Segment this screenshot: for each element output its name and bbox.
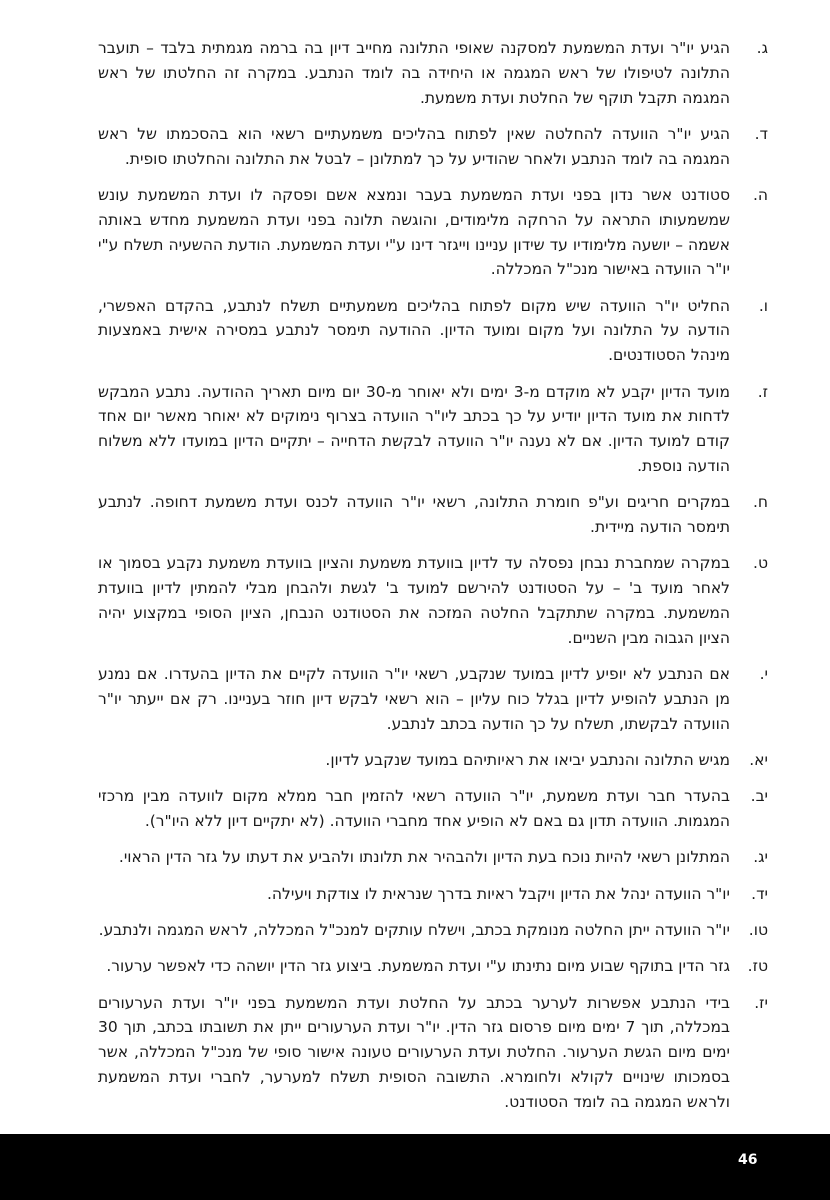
clause-tet-vav <box>98 918 768 943</box>
clause-marker: ח. <box>752 493 768 512</box>
clause-dalet <box>98 122 768 172</box>
clause-tet <box>98 551 768 650</box>
clause-text: החליט יו"ר הוועדה שיש מקום לפתוח בהליכים משמעתיים תשלח לנתבע, בהקדם האפשרי, הודעה על התלונה ועל מקום ומועד הדיון. ההודעה תימסר לנתבע במסירה אישית באמצעות מינהל הסטודנטים. <box>98 296 730 365</box>
clause-text: במקרה שמחברת נבחן נפסלה עד לדיון בוועדת משמעת והציון בוועדת משמעת נקבע בסמוך או לאחר מועד ב' – על הסטודנט להירשם למועד ב' לגשת ולהבחן מבלי להמתין לדיון בוועדת המשמעת. במקרה שתתקבל החלטה המזכה את הסטודנט הנבחן, הציון הסופי במקצוע יהיה הציון הגבוה מבין השניים. <box>98 554 730 647</box>
clause-marker: ג. <box>756 39 768 57</box>
clause-text: גזר הדין בתוקף שבוע מיום נתינתו ע"י ועדת המשמעת. ביצוע גזר הדין יושהה כדי לאפשר ערעור. <box>106 957 730 976</box>
clause-he <box>98 183 768 282</box>
clause-yod-alef <box>98 748 768 773</box>
clause-marker: ז. <box>757 382 768 401</box>
clause-text: אם הנתבע לא יופיע לדיון במועד שנקבע, רשאי יו"ר הוועדה לקיים את הדיון בהעדרו. אם נמנע מן הנתבע להופיע לדיון בגלל כוח עליון – הוא רשאי לבקש דיון חוזר בעניינו. רק אם ייעתר יו"ר הוועדה לבקשתו, תשלח על כך הודעה בכתב לנתבע. <box>98 665 730 733</box>
clause-text: מועד הדיון יקבע לא מוקדם מ-3 ימים ולא יאוחר מ-30 יום מיום תאריך ההודעה. נתבע המבקש לדחות את מועד הדיון יודיע על כך בכתב ליו"ר הוועדה בצרוף נימוקים לא יאוחר מאשר יום אחד קודם למועד הדיון. אם לא נענה יו"ר הוועדה לבקשת הדחייה – יתקיים הדיון במועדו ללא משלוח הודעה נוספת. <box>98 382 730 475</box>
clause-gimel <box>98 36 768 110</box>
clause-marker: טז. <box>747 957 768 976</box>
clause-zayin <box>98 380 768 479</box>
clause-marker: יב. <box>750 787 768 806</box>
clause-yod-bet <box>98 784 768 834</box>
clause-het <box>98 490 768 540</box>
clause-marker: ט. <box>753 554 768 573</box>
clause-text: סטודנט אשר נדון בפני ועדת המשמעת בעבר ונמצא אשם ופסקה לו ועדת המשמעת עונש שמשמעותו התראה על הרחקה מלימודים, והוגשה תלונה בפני ועדת המשמעת מחדש באותה אשמה – יושעה מלימודיו עד שידון עניינו וייגזר דינו ע"י ועדת המשמעת. הודעת ההשעיה תשלח ע"י יו"ר הוועדה באישור מנכ"ל המכללה. <box>98 185 730 279</box>
clause-yod-zayin <box>98 991 768 1115</box>
clause-text: המתלונן רשאי להיות נוכח בעת הדיון ולהבהיר את תלונתו ולהביע את דעתו על גזר הדין הראוי. <box>118 848 730 867</box>
clause-marker: ו. <box>758 296 768 315</box>
clause-marker: יג. <box>753 848 768 867</box>
clause-marker: ד. <box>754 124 768 143</box>
document-body <box>98 36 768 1126</box>
clause-text: יו"ר הוועדה ייתן החלטה מנומקת בכתב, וישלח עותקים למנכ"ל המכללה, לראש המגמה ולנתבע. <box>98 920 730 939</box>
clause-text: בהעדר חבר ועדת משמעת, יו"ר הוועדה רשאי להזמין חבר ממלא מקום לוועדה מבין מרכזי המגמות. הוועדה תדון גם באם לא הופיע אחד מחברי הוועדה. (לא יתקיים דיון ללא היו"ר). <box>98 787 730 831</box>
clause-tet-zayin <box>98 954 768 979</box>
clause-text: הגיע יו"ר הוועדה להחלטה שאין לפתוח בהליכים משמעתיים רשאי הוא בהסכמתו של ראש המגמה בה לומד הנתבע ולאחר שהודיע על כך למתלונן – לבטל את התלונה והחלטתו סופית. <box>98 124 730 168</box>
clause-marker: יז. <box>754 993 768 1012</box>
clause-marker: יא. <box>749 750 768 769</box>
clause-marker: טו. <box>748 920 768 939</box>
page-number: 46 <box>738 1152 758 1168</box>
clause-text: מגיש התלונה והנתבע יביאו את ראיותיהם במועד שנקבע לדיון. <box>325 750 730 769</box>
clause-vav <box>98 294 768 368</box>
clause-text: בידי הנתבע אפשרות לערער בכתב על החלטת ועדת המשמעת בפני יו"ר ועדת הערעורים במכללה, תוך 7 ימים מיום פרסום גזר הדין. יו"ר ועדת הערעורים ייתן את תשובתו בכתב, תוך 30 ימים מיום הגשת הערעור. החלטת ועדת הערעורים טעונה אישור סופי של מנכ"ל המכללה, אשר בסמכותו שינויים לקולא ולחומרא. התשובה הסופית תשלח למערער, לחברי ועדת המשמעת ולראש המגמה בה לומד הסטודנט. <box>98 993 730 1111</box>
clause-text: יו"ר הוועדה ינהל את הדיון ויקבל ראיות בדרך שנראית לו צודקת ויעילה. <box>267 884 730 903</box>
clause-yod-gimel <box>98 845 768 870</box>
clause-yod-dalet <box>98 882 768 907</box>
clause-marker: ה. <box>752 185 768 204</box>
page-footer-bar <box>0 1134 830 1200</box>
clause-marker: יד. <box>751 884 768 903</box>
clause-text: במקרים חריגים וע"פ חומרת התלונה, רשאי יו"ר הוועדה לכנס ועדת משמעת דחופה. לנתבע תימסר הודעה מיידית. <box>98 493 730 537</box>
clause-yod <box>98 662 768 736</box>
clause-marker: י. <box>759 665 768 684</box>
clause-text: הגיע יו"ר ועדת המשמעת למסקנה שאופי התלונה מחייב דיון בה ברמה מגמתית בלבד – תועבר התלונה לטיפולו של ראש המגמה או היחידה בה לומד הנתבע. במקרה זה החלטתו של ראש המגמה תקבל תוקף של החלטת ועדת משמעת. <box>98 39 730 107</box>
